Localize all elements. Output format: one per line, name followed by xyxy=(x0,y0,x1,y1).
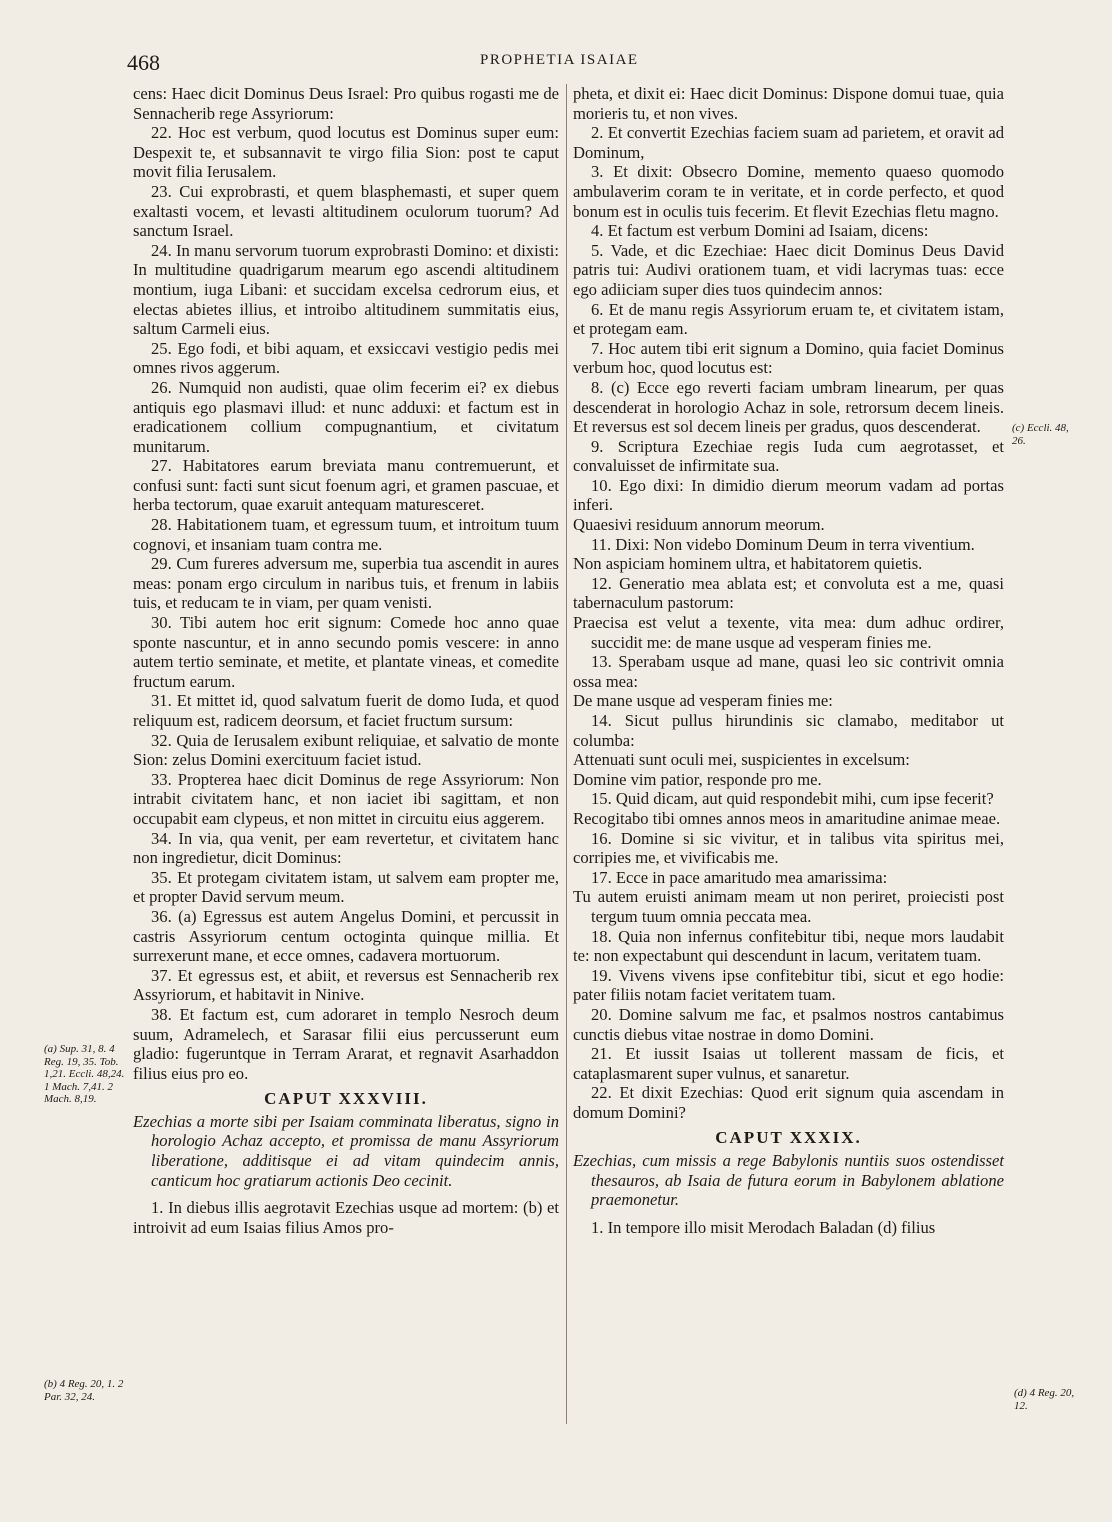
verse-line: Attenuati sunt oculi mei, suspicientes in excelsum: xyxy=(573,750,910,770)
verse: 19. Vivens vivens ipse confitebitur tibi, sicut et ego hodie: pater filiis notam faciet veritatem tuam. xyxy=(573,965,1004,1005)
verse: 22. Et dixit Ezechias: Quod erit signum quia ascendam in domum Domini? xyxy=(573,1083,1004,1122)
verse: 11. Dixi: Non videbo Dominum Deum in terra viventium. xyxy=(591,534,975,554)
running-title: PROPHETIA ISAIAE xyxy=(480,52,639,68)
chapter-summary: Ezechias, cum missis a rege Babylonis nuntiis suos ostendisset thesauros, ab Isaia de futura eorum in Babylonem ablatione praemonetur. xyxy=(573,1151,1004,1210)
verse: 20. Domine salvum me fac, et psalmos nostros cantabimus cunctis diebus vitae nostrae in domo Domini. xyxy=(573,1004,1004,1044)
verse: 22. Hoc est verbum, quod locutus est Dominus super eum: Despexit te, et subsannavit te virgo filia Sion: post te caput movit filia Ierusalem. xyxy=(133,123,559,182)
verse: 7. Hoc autem tibi erit signum a Domino, quia faciet Dominus verbum hoc, quod locutus est: xyxy=(573,338,1004,378)
verse: 8. (c) Ecce ego reverti faciam umbram linearum, per quas descenderat in horologio Achaz in sole, retrorsum decem lineis. Et reversus est sol decem lineis per gradus, quos descenderat. xyxy=(573,377,1004,437)
right-text-column xyxy=(573,84,1004,1237)
verse: 18. Quia non infernus confitebitur tibi, neque mors laudabit te: non expectabunt qui descendunt in lacum, veritatem tuam. xyxy=(573,926,1004,966)
verse: 17. Ecce in pace amaritudo mea amarissima: xyxy=(591,867,888,887)
page-number: 468 xyxy=(127,50,160,75)
chapter-heading: CAPUT XXXIX. xyxy=(715,1128,862,1148)
verse: 14. Sicut pullus hirundinis sic clamabo, meditabor ut columba: xyxy=(573,711,1004,750)
verse: 1. In diebus illis aegrotavit Ezechias usque ad mortem: (b) et introivit ad eum Isaias filius Amos pro- xyxy=(133,1198,559,1237)
verse: 30. Tibi autem hoc erit signum: Comede hoc anno quae sponte nascuntur, et in anno secundo pomis vescere: in anno autem tertio seminate, et metite, et plantate vineas, et comedite fructum earum. xyxy=(133,613,559,691)
verse: 36. (a) Egressus est autem Angelus Domini, et percussit in castris Assyriorum centum octoginta quinque millia. Et surrexerunt mane, et ecce omnes, cadavera mortuorum. xyxy=(133,906,559,966)
verse: 16. Domine si sic vivitur, et in talibus vita spiritus mei, corripies me, et vivificabis me. xyxy=(573,828,1004,868)
marginal-note-d: (d) 4 Reg. 20, 12. xyxy=(1014,1387,1075,1412)
verse: 15. Quid dicam, aut quid respondebit mihi, cum ipse fecerit? xyxy=(591,789,994,809)
verse: 2. Et convertit Ezechias faciem suam ad parietem, et oravit ad Dominum, xyxy=(573,123,1004,162)
verse: 33. Propterea haec dicit Dominus de rege Assyriorum: Non intrabit civitatem hanc, et non iaciet ibi sagittam, et non occupabit eam clypeus, et non mittet in circuitu eius aggerem. xyxy=(133,769,559,828)
chapter-summary: Ezechias a morte sibi per Isaiam comminata liberatus, signo in horologio Achaz accepto, et promissa de manu Assyriorum liberatione, additisque ei ad vitam quindecim annis, canticum hoc gratiarum actionis Deo cecinit. xyxy=(133,1111,559,1190)
verse: 3. Et dixit: Obsecro Domine, memento quaeso quomodo ambulaverim coram te in veritate, et in corde perfecto, et quod bonum est in oculis tuis fecerim. Et flevit Ezechias fletu magno. xyxy=(573,162,1004,221)
verse: 26. Numquid non audisti, quae olim fecerim ei? ex diebus antiquis ego plasmavi illud: et nunc adduxi: et factum est in eradicationem collium compugnantium, et civitatum munitarum. xyxy=(133,377,559,456)
verse: 10. Ego dixi: In dimidio dierum meorum vadam ad portas inferi. xyxy=(573,475,1004,515)
verse: 27. Habitatores earum breviata manu contremuerunt, et confusi sunt: facti sunt sicut foenum agri, et gramen pascuae, et herba tectorum, quae exaruit antequam maturesceret. xyxy=(133,456,559,515)
verse: 6. Et de manu regis Assyriorum eruam te, et civitatem istam, et protegam eam. xyxy=(573,299,1004,339)
verse: 25. Ego fodi, et bibi aquam, et exsiccavi vestigio pedis mei omnes rivos aggerum. xyxy=(133,338,559,378)
verse: 23. Cui exprobrasti, et quem blasphemasti, et super quem exaltasti vocem, et levasti altitudinem oculorum tuorum? Ad sanctum Israel. xyxy=(133,181,559,241)
marginal-note-a: (a) Sup. 31, 8. 4 Reg. 19, 35. Tob. 1,21. Eccli. 48,24. 1 Mach. 7,41. 2 Mach. 8,19. xyxy=(44,1043,125,1105)
verse: 1. In tempore illo misit Merodach Baladan (d) filius xyxy=(591,1217,936,1237)
verse: 4. Et factum est verbum Domini ad Isaiam, dicens: xyxy=(591,221,929,241)
verse: 5. Vade, et dic Ezechiae: Haec dicit Dominus Deus David patris tui: Audivi orationem tuam, et vidi lacrymas tuas: ecce ego adiiciam super dies tuos quindecim annos: xyxy=(573,240,1004,299)
verse: 37. Et egressus est, et abiit, et reversus est Sennacherib rex Assyriorum, et habitavit in Ninive. xyxy=(133,965,559,1005)
verse: 32. Quia de Ierusalem exibunt reliquiae, et salvatio de monte Sion: zelus Domini exercituum faciet istud. xyxy=(133,730,559,770)
verse-line: Tu autem eruisti animam meam ut non periret, proiecisti post tergum tuum omnia peccata mea. xyxy=(573,887,1004,926)
verse-line: Recogitabo tibi omnes annos meos in amaritudine animae meae. xyxy=(573,808,1001,828)
marginal-note-c: (c) Eccli. 48, 26. xyxy=(1012,422,1069,447)
verse: 35. Et protegam civitatem istam, ut salvem eam propter me, et propter David servum meum. xyxy=(133,867,559,907)
verse: 28. Habitationem tuam, et egressum tuum, et introitum tuum cognovi, et insaniam tuam contra me. xyxy=(133,515,559,554)
verse: cens: Haec dicit Dominus Deus Israel: Pro quibus rogasti me de Sennacherib rege Assyriorum: xyxy=(133,84,559,123)
verse: 13. Sperabam usque ad mane, quasi leo sic contrivit omnia ossa mea: xyxy=(573,652,1004,691)
column-divider xyxy=(566,84,567,1424)
verse: pheta, et dixit ei: Haec dicit Dominus: Dispone domui tuae, quia morieris tu, et non vives. xyxy=(573,84,1004,123)
verse: 21. Et iussit Isaias ut tollerent massam de ficis, et cataplasmarent super vulnus, et sanaretur. xyxy=(573,1044,1004,1083)
verse-line: Quaesivi residuum annorum meorum. xyxy=(573,515,825,535)
verse: 24. In manu servorum tuorum exprobrasti Domino: et dixisti: In multitudine quadrigarum mearum ego ascendi altitudinem montium, iuga Libani: et succidam excelsa cedrorum eius, et electas abietes illius, et introibo altitudinem summitatis eius, saltum Carmeli eius. xyxy=(133,240,559,339)
verse-line: Non aspiciam hominem ultra, et habitatorem quietis. xyxy=(573,554,923,574)
verse: 38. Et factum est, cum adoraret in templo Nesroch deum suum, Adramelech, et Sarasar filii eius percusserunt eum gladio: fugeruntque in Terram Ararat, et regnavit Asarhaddon filius eius pro eo. xyxy=(133,1004,559,1083)
verse-line: De mane usque ad vesperam finies me: xyxy=(573,691,833,711)
verse-line: Domine vim patior, responde pro me. xyxy=(573,769,822,789)
verse: 9. Scriptura Ezechiae regis Iuda cum aegrotasset, et convaluisset de infirmitate sua. xyxy=(573,436,1004,476)
verse: 29. Cum fureres adversum me, superbia tua ascendit in aures meas: ponam ergo circulum in naribus tuis, et frenum in labiis tuis, et reducam te in viam, per quam venisti. xyxy=(133,554,559,613)
chapter-heading: CAPUT XXXVIII. xyxy=(264,1089,428,1109)
verse: 31. Et mittet id, quod salvatum fuerit de domo Iuda, et quod reliquum est, radicem deorsum, et faciet fructum sursum: xyxy=(133,691,559,730)
left-text-column xyxy=(133,84,559,1237)
marginal-note-b: (b) 4 Reg. 20, 1. 2 Par. 32, 24. xyxy=(44,1378,124,1403)
verse-line: Praecisa est velut a texente, vita mea: dum adhuc ordirer, succidit me: de mane usque ad vesperam finies me. xyxy=(573,613,1004,652)
verse: 12. Generatio mea ablata est; et convoluta est a me, quasi tabernaculum pastorum: xyxy=(573,573,1004,613)
verse: 34. In via, qua venit, per eam revertetur, et civitatem hanc non ingredietur, dicit Dominus: xyxy=(133,828,559,868)
